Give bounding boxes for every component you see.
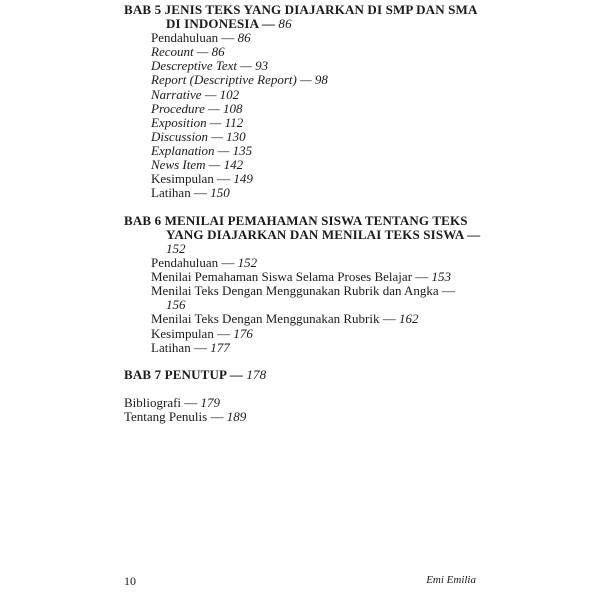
dash: — <box>296 72 315 88</box>
toc-entry <box>124 31 484 45</box>
entry-label: Pendahuluan <box>151 30 219 46</box>
entry-label: Procedure <box>151 100 209 116</box>
page-number: 150 <box>210 185 230 201</box>
entry-label: Menilai Teks Dengan Menggunakan Rubrik <box>151 311 380 327</box>
back-matter-entry <box>124 396 484 410</box>
chapter-title-text: BAB 5 JENIS TEKS YANG DIAJARKAN DI SMP DAN SMA <box>124 2 478 17</box>
page-number: 86 <box>278 16 292 32</box>
page-number: 142 <box>223 157 244 173</box>
entry-label: Narrative <box>151 86 202 102</box>
spacer <box>124 382 484 396</box>
page-number: 86 <box>237 30 251 46</box>
toc-entry <box>124 256 484 270</box>
entry-label: Tentang Penulis <box>124 409 208 425</box>
footer-page-number: 10 <box>124 574 136 588</box>
toc-entry <box>124 186 484 200</box>
toc-entry-cont <box>124 298 484 312</box>
toc-entry <box>124 102 484 116</box>
table-of-contents <box>124 3 484 425</box>
toc-entry <box>124 73 484 87</box>
toc-entry <box>124 341 484 355</box>
page-number: 93 <box>255 58 269 74</box>
entry-label: Discussion <box>151 128 209 144</box>
chapter-title-text: BAB 6 MENILAI PEMAHAMAN SISWA TENTANG TEKS <box>124 212 468 228</box>
entry-label: Menilai Teks Dengan Menggunakan Rubrik dan Angka <box>151 283 439 299</box>
dash: — <box>213 171 234 187</box>
toc-entry <box>124 144 484 158</box>
page-number: 153 <box>431 269 452 285</box>
entry-label: Latihan <box>151 339 191 355</box>
chapter-title-text: YANG DIAJARKAN DAN MENILAI TEKS SISWA <box>166 226 464 242</box>
page-number: 108 <box>222 100 243 116</box>
page-number: 86 <box>211 44 225 60</box>
chapter-7-title <box>124 368 484 382</box>
dash: — <box>463 226 481 242</box>
entry-label: Kesimpulan <box>151 171 214 187</box>
toc-entry <box>124 158 484 172</box>
dash: — <box>226 367 247 383</box>
toc-entry <box>124 88 484 102</box>
page-number: 152 <box>166 241 186 256</box>
footer-author: Emi Emilia <box>426 574 476 586</box>
page-number: 178 <box>246 367 267 383</box>
dash: — <box>190 339 211 355</box>
page-number: 102 <box>219 86 240 102</box>
dash: — <box>412 269 432 285</box>
chapter-5-title <box>124 3 484 17</box>
entry-label: Descreptive Text <box>151 58 238 74</box>
entry-label: Recount <box>151 44 194 60</box>
chapter-title-text: DI INDONESIA <box>166 16 259 32</box>
entry-label: Bibliografi <box>124 395 182 411</box>
dash: — <box>208 128 227 144</box>
dash: — <box>208 100 223 116</box>
page-number: 179 <box>200 395 221 411</box>
dash: — <box>213 325 234 341</box>
toc-entry <box>124 284 484 298</box>
dash: — <box>214 142 233 158</box>
dash: — <box>206 114 225 130</box>
page-number: 135 <box>232 142 253 158</box>
dash: — <box>205 157 224 173</box>
entry-label: Explanation <box>151 142 215 158</box>
page-number: 156 <box>166 297 186 313</box>
entry-label: Menilai Pemahaman Siswa Selama Proses Belajar <box>151 269 413 285</box>
page-number: 98 <box>314 72 328 88</box>
entry-label: News Item <box>151 157 206 173</box>
toc-entry <box>124 116 484 130</box>
chapter-6-title-cont <box>124 228 484 242</box>
dash: — <box>181 395 201 411</box>
chapter-title-text: BAB 7 PENUTUP <box>124 367 227 383</box>
toc-entry <box>124 59 484 73</box>
page-number: 112 <box>224 114 244 130</box>
entry-label: Exposition <box>151 114 207 130</box>
toc-entry <box>124 45 484 59</box>
dash: — <box>258 16 279 32</box>
dash: — <box>218 30 238 46</box>
page-number: 176 <box>233 325 253 341</box>
toc-entry <box>124 130 484 144</box>
page-number: 162 <box>398 311 419 327</box>
page-number: 177 <box>210 339 230 355</box>
page-number: 152 <box>237 255 258 271</box>
spacer <box>124 200 484 214</box>
toc-entry <box>124 327 484 341</box>
dash: — <box>201 86 220 102</box>
dash: — <box>438 283 455 299</box>
toc-entry <box>124 172 484 186</box>
toc-entry <box>124 312 484 326</box>
spacer <box>124 355 484 369</box>
dash: — <box>193 44 212 60</box>
page-number: 130 <box>226 128 246 144</box>
entry-label: Latihan <box>151 185 191 201</box>
back-matter-entry <box>124 410 484 424</box>
chapter-5-title-cont <box>124 17 484 31</box>
dash: — <box>379 311 399 327</box>
dash: — <box>237 58 256 74</box>
entry-label: Report (Descriptive Report) <box>151 72 297 88</box>
chapter-6-title <box>124 214 484 228</box>
toc-entry <box>124 270 484 284</box>
page-number: 149 <box>233 171 253 187</box>
chapter-6-page <box>124 242 484 256</box>
dash: — <box>218 255 238 271</box>
entry-label: Pendahuluan <box>151 255 219 271</box>
entry-label: Kesimpulan <box>151 325 214 341</box>
page-number: 189 <box>226 409 247 425</box>
dash: — <box>207 409 227 425</box>
dash: — <box>190 185 211 201</box>
